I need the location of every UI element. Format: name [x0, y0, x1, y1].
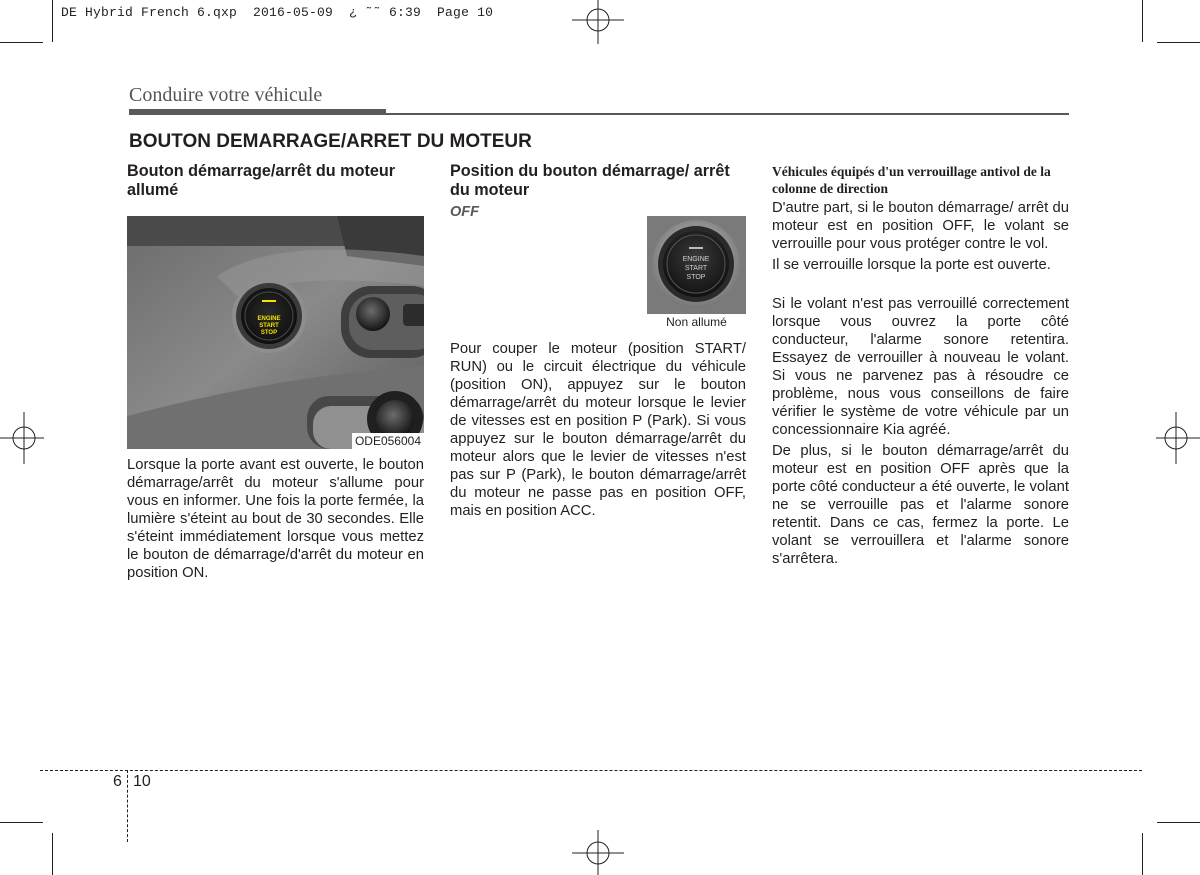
column-2-subheading: OFF: [450, 204, 479, 220]
footer-divider: [127, 770, 128, 842]
chapter-number: 6: [113, 773, 122, 790]
column-1-body: Lorsque la porte avant est ouverte, le bouton démarrage/arrêt du moteur s'allume pour vous en informer. Une fois la porte fermée, la lumière s'éteint au bout de 30 secondes. Elle s'éteint immédiatement lorsque vous mettez le bouton de démarrage/d'arrêt du moteur en position ON.: [127, 457, 424, 581]
dashboard-photo: [127, 216, 424, 449]
column-3-paragraph-1: D'autre part, si le bouton démarrage/ arrêt du moteur est en position OFF, le volant se verrouille pour vous protéger contre le vol.: [772, 200, 1069, 252]
page-number: 10: [133, 773, 151, 790]
engine-button-photo: [647, 216, 746, 332]
column-3-paragraph-4: De plus, si le bouton démarrage/arrêt du moteur est en position OFF après que la porte côté conducteur a été ouverte, le volant ne se verrouille pas et l'alarme sonore retentit. Dans ce cas, fermez la porte. Le volant se verrouillera et l'alarme sonore s'arrêtera.: [772, 443, 1069, 567]
print-slug: DE Hybrid French 6.qxp 2016-05-09 ¿ ˜˜ 6:39 Page 10: [61, 5, 494, 20]
chapter-title: Conduire votre véhicule: [129, 84, 323, 106]
engine-button-lit-label: ENGINE START STOP: [257, 316, 281, 336]
column-3-heading: Véhicules équipés d'un verrouillage antivol de la colonne de direction: [772, 164, 1051, 196]
column-1-heading: Bouton démarrage/arrêt du moteur allumé: [127, 162, 396, 199]
registration-mark-right: [1156, 412, 1200, 464]
column-2-body: Pour couper le moteur (position START/ RUN) ou le circuit électrique du véhicule (position ON), appuyez sur le bouton démarrage/arrêt du moteur lorsque le levier de vitesses est en position P (Park). Si vous appuyez sur le bouton démarrage/arrêt du moteur alors que le levier de vitesses n'est pas sur P (Park), le bouton démarrage/arrêt du moteur ne passe pas en position OFF, mais en position ACC.: [450, 341, 746, 519]
registration-mark-left: [0, 412, 44, 464]
header-accent-bar: [129, 109, 386, 115]
section-title: BOUTON DEMARRAGE/ARRET DU MOTEUR: [129, 131, 532, 152]
column-1-heading-block: [127, 162, 424, 200]
column-2-body-block: [450, 340, 746, 520]
engine-button-off-label: ENGINE START STOP: [682, 256, 710, 281]
image-caption: Non allumé: [647, 314, 746, 332]
column-2-heading: Position du bouton démarrage/ arrêt du moteur: [450, 162, 730, 199]
column-1-body-block: [127, 456, 424, 582]
column-3-paragraph-2: Il se verrouille lorsque la porte est ouverte.: [772, 257, 1051, 273]
column-3-block: [772, 163, 1069, 568]
column-2-heading-block: [450, 162, 746, 220]
image-code: ODE056004: [352, 433, 424, 449]
footer-rule: [40, 770, 1142, 771]
header-rule: [386, 113, 1069, 115]
column-3-paragraph-3: Si le volant n'est pas verrouillé correctement lorsque vous ouvrez la porte côté conducteur, l'alarme sonore retentira. Essayez de verrouiller à nouveau le volant. Si vous ne parvenez pas à résoudre ce problème, nous vous conseillons de faire vérifier le système de votre véhicule par un concessionnaire Kia agréé.: [772, 296, 1069, 438]
registration-mark-bottom: [572, 830, 624, 875]
registration-mark-top: [572, 0, 624, 44]
